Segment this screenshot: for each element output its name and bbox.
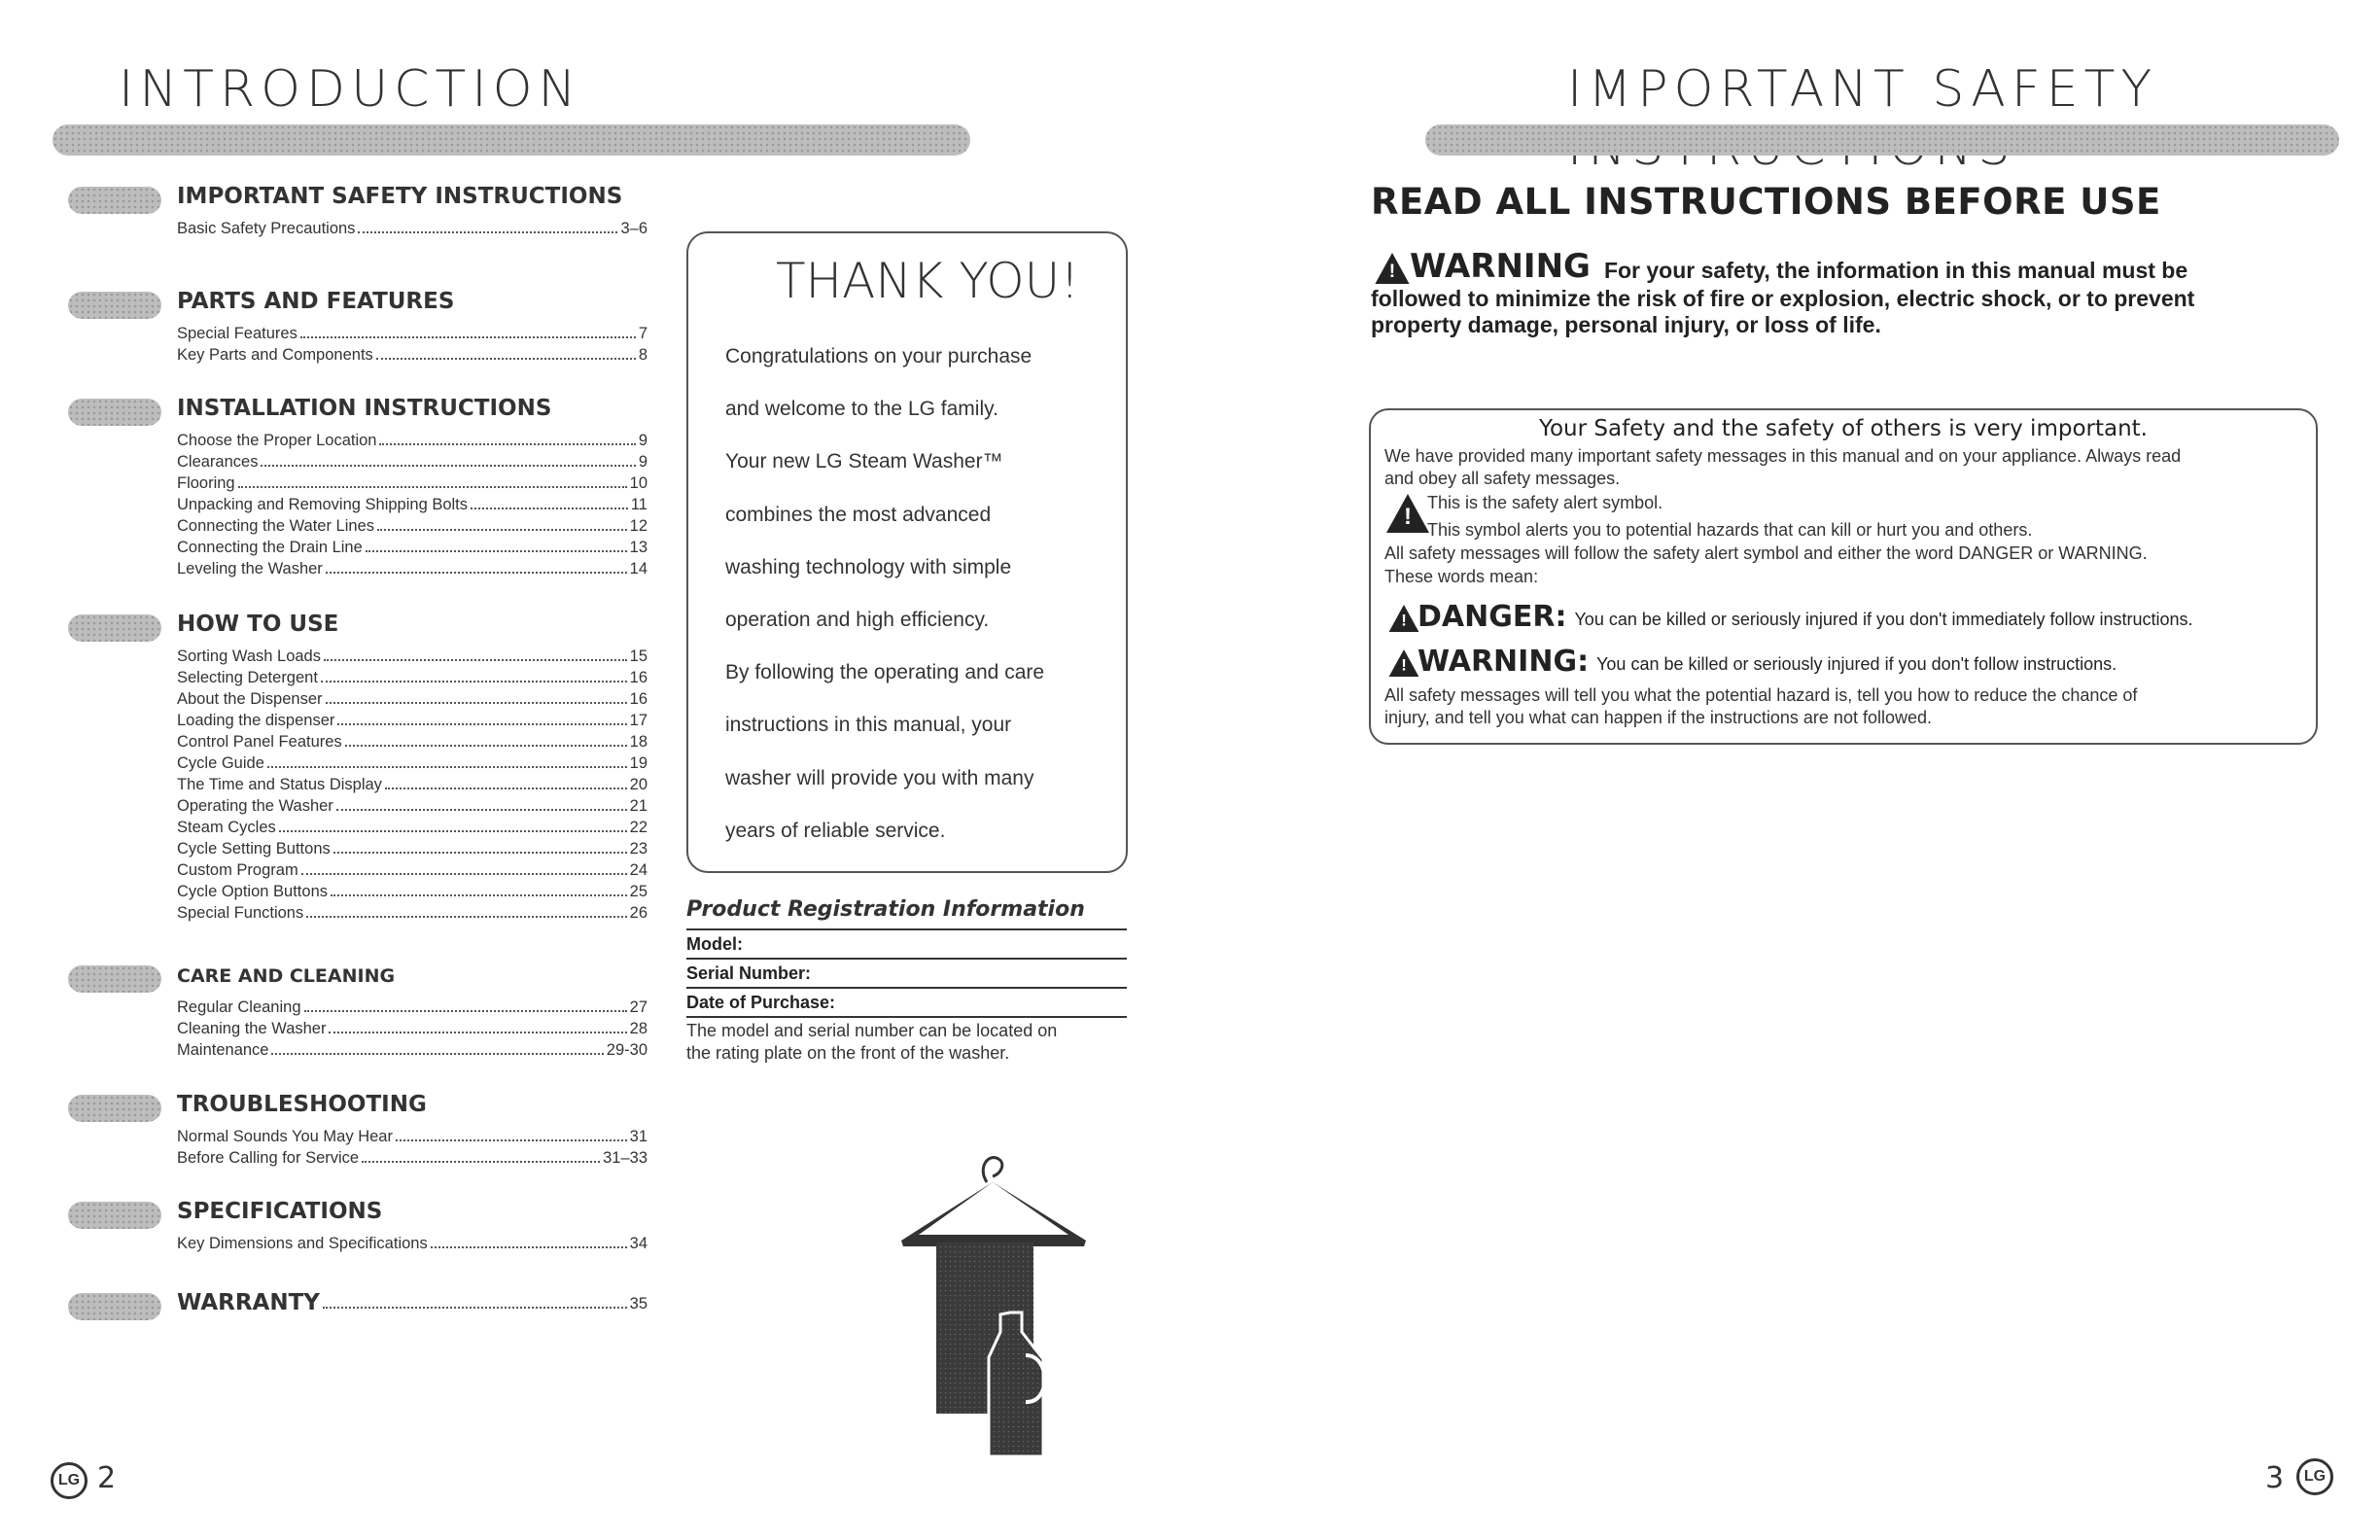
section-marker	[68, 292, 161, 319]
section-marker	[68, 1202, 161, 1229]
dot-leader	[337, 710, 626, 725]
dot-leader	[301, 859, 627, 875]
toc-entry[interactable]	[177, 344, 648, 366]
dot-leader	[279, 817, 627, 832]
toc-entry[interactable]	[177, 667, 648, 688]
dot-leader	[377, 515, 627, 531]
dot-leader	[261, 451, 635, 467]
toc-entry[interactable]	[177, 859, 648, 881]
toc-entry-label: Key Dimensions and Specifications	[177, 1235, 428, 1252]
danger-alert-icon: !	[1389, 605, 1419, 632]
toc-entry[interactable]	[177, 494, 648, 515]
read-all-instructions-title: READ ALL INSTRUCTIONS BEFORE USE	[1371, 181, 2161, 223]
toc-entry-label: About the Dispenser	[177, 690, 323, 708]
toc-entry-label: Connecting the Water Lines	[177, 517, 375, 535]
toc-entry[interactable]	[177, 323, 648, 344]
toc-page-number: 18	[629, 733, 648, 751]
safety-box-title: Your Safety and the safety of others is very important.	[1538, 416, 2148, 441]
toc-page-number: 11	[630, 496, 648, 513]
toc-page-number: 7	[638, 325, 648, 342]
toc-page-number: 23	[629, 840, 648, 858]
box-warning-word: WARNING:	[1418, 645, 1590, 679]
warning-intro	[1371, 247, 2324, 338]
toc-page-number: 16	[629, 669, 648, 686]
toc-entry[interactable]	[177, 710, 648, 731]
thank-you-line: combines the most advanced	[725, 503, 992, 526]
thank-you-title: THANK YOU!	[776, 253, 1080, 309]
toc-entry-label: Regular Cleaning	[177, 998, 301, 1016]
header-bar-right	[1425, 124, 2339, 156]
toc-page-number: 17	[629, 712, 648, 729]
toc-page-number: 9	[638, 453, 648, 471]
toc-page-number: 21	[629, 797, 648, 815]
page-header-introduction: INTRODUCTION	[119, 60, 582, 119]
danger-word: DANGER:	[1418, 600, 1567, 634]
toc-section-title[interactable]: IMPORTANT SAFETY INSTRUCTIONS	[177, 184, 623, 209]
safety-paragraph-2b: These words mean:	[1384, 567, 1539, 586]
toc-page-number: 31–33	[603, 1149, 648, 1167]
toc-entry[interactable]	[177, 774, 648, 795]
registration-note-line-2: the rating plate on the front of the washer.	[686, 1043, 1010, 1063]
thank-you-line: Congratulations on your purchase	[725, 345, 1032, 368]
hanger-detergent-illustration	[880, 1147, 1103, 1478]
toc-entry[interactable]	[177, 537, 648, 558]
toc-entry-label: Maintenance	[177, 1041, 269, 1059]
toc-entry-label: Clearances	[177, 453, 259, 471]
toc-entry[interactable]	[177, 1126, 648, 1147]
toc-entry[interactable]	[177, 795, 648, 817]
toc-entry[interactable]	[177, 1233, 648, 1254]
toc-page-number: 27	[629, 998, 648, 1016]
toc-section-title[interactable]: PARTS AND FEATURES	[177, 289, 455, 314]
section-marker	[68, 614, 161, 642]
toc-entry[interactable]	[177, 752, 648, 774]
toc-entry[interactable]	[177, 515, 648, 537]
toc-entry[interactable]	[177, 817, 648, 838]
thank-you-line: and welcome to the LG family.	[725, 398, 998, 421]
registration-title: Product Registration Information	[686, 897, 1085, 922]
thank-you-line: Your new LG Steam Washer™	[725, 450, 1003, 473]
toc-section-title[interactable]: HOW TO USE	[177, 612, 339, 637]
serial-number-field[interactable]: Serial Number:	[686, 958, 1127, 987]
toc-entry-label: Custom Program	[177, 861, 298, 879]
toc-entry-label: Unpacking and Removing Shipping Bolts	[177, 496, 469, 513]
registration-form	[686, 928, 1134, 1065]
safety-alert-symbol-icon: !	[1386, 494, 1429, 533]
toc-list	[177, 323, 648, 366]
dot-leader	[431, 1233, 627, 1248]
dot-leader	[323, 1290, 627, 1309]
toc-section-title[interactable]	[177, 1290, 648, 1315]
toc-page-number: 8	[638, 346, 648, 364]
dot-leader	[336, 795, 627, 811]
safety-message-box	[1369, 408, 2318, 745]
dot-leader	[396, 1126, 627, 1141]
warning-row	[1382, 644, 2117, 679]
toc-page-number: 3–6	[620, 220, 648, 237]
toc-page-number: 10	[629, 474, 648, 492]
safety-paragraph-3b: injury, and tell you what can happen if the instructions are not followed.	[1384, 708, 1933, 727]
toc-section-title[interactable]: TROUBLESHOOTING	[177, 1092, 427, 1117]
toc-entry-label: Loading the dispenser	[177, 712, 335, 729]
dot-leader	[358, 218, 617, 233]
toc-page-number: 9	[638, 432, 648, 449]
thank-you-line: By following the operating and care	[725, 661, 1045, 684]
toc-entry[interactable]	[177, 731, 648, 752]
thank-you-line: instructions in this manual, your	[725, 714, 1012, 737]
lg-logo-icon: LG	[51, 1462, 88, 1499]
box-warning-text: You can be killed or seriously injured if you don't follow instructions.	[1596, 654, 2118, 674]
toc-section-title[interactable]: CARE AND CLEANING	[177, 965, 396, 987]
dot-leader	[376, 344, 636, 360]
dot-leader	[366, 537, 627, 552]
toc-entry-label: Cycle Setting Buttons	[177, 840, 331, 858]
warning-text-line-2: followed to minimize the risk of fire or explosion, electric shock, or to prevent	[1371, 286, 2195, 311]
toc-list	[177, 1233, 648, 1254]
thank-you-line: operation and high efficiency.	[725, 609, 990, 632]
dot-leader	[271, 1039, 603, 1055]
toc-entry-label: Steam Cycles	[177, 819, 276, 836]
toc-entry[interactable]	[177, 1147, 648, 1169]
toc-entry[interactable]	[177, 218, 648, 239]
toc-entry-label: Special Functions	[177, 904, 304, 922]
toc-page-number: 14	[629, 560, 648, 578]
toc-page-number: 26	[629, 904, 648, 922]
toc-list	[177, 646, 648, 924]
toc-entry[interactable]	[177, 997, 648, 1018]
toc-page-number: 15	[629, 648, 648, 665]
toc-page-number: 24	[629, 861, 648, 879]
toc-page-number: 34	[629, 1235, 648, 1252]
toc-page-number: 31	[629, 1128, 648, 1145]
dot-leader	[324, 646, 627, 661]
page-number-left: 2	[97, 1461, 117, 1495]
toc-list	[177, 430, 648, 579]
dot-leader	[345, 731, 627, 747]
toc-entry-label: Leveling the Washer	[177, 560, 323, 578]
dot-leader	[304, 997, 627, 1012]
toc-page-number: 20	[629, 776, 648, 793]
dot-leader	[331, 881, 627, 896]
section-marker	[68, 187, 161, 214]
toc-page-number: 19	[629, 754, 648, 772]
toc-section-title[interactable]: SPECIFICATIONS	[177, 1199, 383, 1224]
toc-entry-label: Key Parts and Components	[177, 346, 373, 364]
toc-entry[interactable]	[177, 838, 648, 859]
toc-entry-label: Cycle Guide	[177, 754, 264, 772]
toc-entry-label: Basic Safety Precautions	[177, 220, 356, 237]
header-bar-left	[52, 124, 970, 156]
warning-word: WARNING	[1410, 247, 1591, 286]
toc-entry[interactable]	[177, 1039, 648, 1061]
safety-paragraph-3a: All safety messages will tell you what the potential hazard is, tell you how to reduce the chance of	[1384, 685, 2138, 705]
toc-entry-label: The Time and Status Display	[177, 776, 382, 793]
danger-row	[1382, 599, 2193, 634]
toc-entry[interactable]	[177, 472, 648, 494]
warning-text-line-1: For your safety, the information in this manual must be	[1603, 258, 2188, 283]
toc-entry[interactable]	[177, 1018, 648, 1039]
toc-entry-label: Cycle Option Buttons	[177, 883, 328, 900]
toc-page-number: 35	[629, 1295, 648, 1312]
toc-entry[interactable]	[177, 688, 648, 710]
dot-leader	[300, 323, 636, 338]
danger-text: You can be killed or seriously injured if you don't immediately follow instructions.	[1574, 610, 2193, 629]
toc-section-label: WARRANTY	[177, 1290, 320, 1315]
toc-entry-label: Choose the Proper Location	[177, 432, 377, 449]
dot-leader	[326, 688, 627, 704]
toc-page-number: 16	[629, 690, 648, 708]
thank-you-box	[686, 231, 1128, 873]
toc-entry[interactable]	[177, 881, 648, 902]
toc-list	[177, 997, 648, 1061]
toc-entry[interactable]	[177, 646, 648, 667]
dot-leader	[329, 1018, 626, 1033]
alert-symbol-line-1: This is the safety alert symbol.	[1427, 493, 1663, 512]
toc-section-title[interactable]: INSTALLATION INSTRUCTIONS	[177, 396, 552, 421]
section-marker	[68, 1293, 161, 1320]
toc-page-number: 25	[629, 883, 648, 900]
dot-leader	[471, 494, 628, 509]
thank-you-line: washing technology with simple	[725, 555, 1012, 578]
toc-entry-label: Control Panel Features	[177, 733, 342, 751]
section-marker	[68, 399, 161, 426]
warning-text-line-3: property damage, personal injury, or loss of life.	[1371, 312, 1881, 337]
toc-page-number: 22	[629, 819, 648, 836]
toc-entry-label: Before Calling for Service	[177, 1149, 360, 1167]
section-marker	[68, 1095, 161, 1122]
dot-leader	[267, 752, 627, 768]
toc-entry-label: Normal Sounds You May Hear	[177, 1128, 393, 1145]
dot-leader	[379, 430, 635, 445]
toc-entry[interactable]	[177, 558, 648, 579]
safety-paragraph-2a: All safety messages will follow the safety alert symbol and either the word DANGER or WARNING.	[1384, 543, 2148, 563]
toc-entry-label: Sorting Wash Loads	[177, 648, 321, 665]
alert-symbol-line-2: This symbol alerts you to potential hazards that can kill or hurt you and others.	[1427, 520, 2033, 540]
dot-leader	[326, 558, 627, 574]
dot-leader	[333, 838, 627, 854]
section-marker	[68, 965, 161, 993]
toc-entry[interactable]	[177, 451, 648, 472]
toc-entry-label: Special Features	[177, 325, 298, 342]
thank-you-message	[725, 331, 1114, 858]
safety-paragraph-1b: and obey all safety messages.	[1384, 469, 1621, 488]
dot-leader	[321, 667, 627, 682]
thank-you-line: washer will provide you with many	[725, 766, 1034, 789]
box-warning-alert-icon: !	[1389, 649, 1419, 677]
toc-page-number: 12	[629, 517, 648, 535]
dot-leader	[306, 902, 626, 918]
toc-entry-label: Selecting Detergent	[177, 669, 318, 686]
toc-list	[177, 1126, 648, 1169]
toc-entry-label: Cleaning the Washer	[177, 1020, 327, 1037]
toc-page-number: 29-30	[606, 1041, 648, 1059]
dot-leader	[238, 472, 627, 488]
dot-leader	[385, 774, 627, 789]
lg-logo-icon-right: LG	[2296, 1458, 2333, 1495]
warning-alert-icon: !	[1375, 253, 1409, 284]
page-header-safety: IMPORTANT SAFETY	[1567, 60, 2158, 119]
page-number-right: 3	[2265, 1461, 2285, 1495]
safety-paragraph-1a: We have provided many important safety messages in this manual and on your appliance. Always read	[1384, 446, 2182, 466]
date-of-purchase-field[interactable]: Date of Purchase:	[686, 987, 1127, 1018]
model-field[interactable]: Model:	[686, 928, 1127, 958]
toc-page-number: 13	[629, 539, 648, 556]
toc-entry-label: Flooring	[177, 474, 235, 492]
toc-list	[177, 218, 648, 239]
toc-entry-label: Connecting the Drain Line	[177, 539, 363, 556]
toc-entry[interactable]	[177, 430, 648, 451]
thank-you-line: years of reliable service.	[725, 819, 946, 842]
toc-page-number: 28	[629, 1020, 648, 1037]
toc-entry[interactable]	[177, 902, 648, 924]
toc-entry-label: Operating the Washer	[177, 797, 333, 815]
registration-note-line-1: The model and serial number can be located on	[686, 1021, 1058, 1040]
dot-leader	[362, 1147, 600, 1163]
